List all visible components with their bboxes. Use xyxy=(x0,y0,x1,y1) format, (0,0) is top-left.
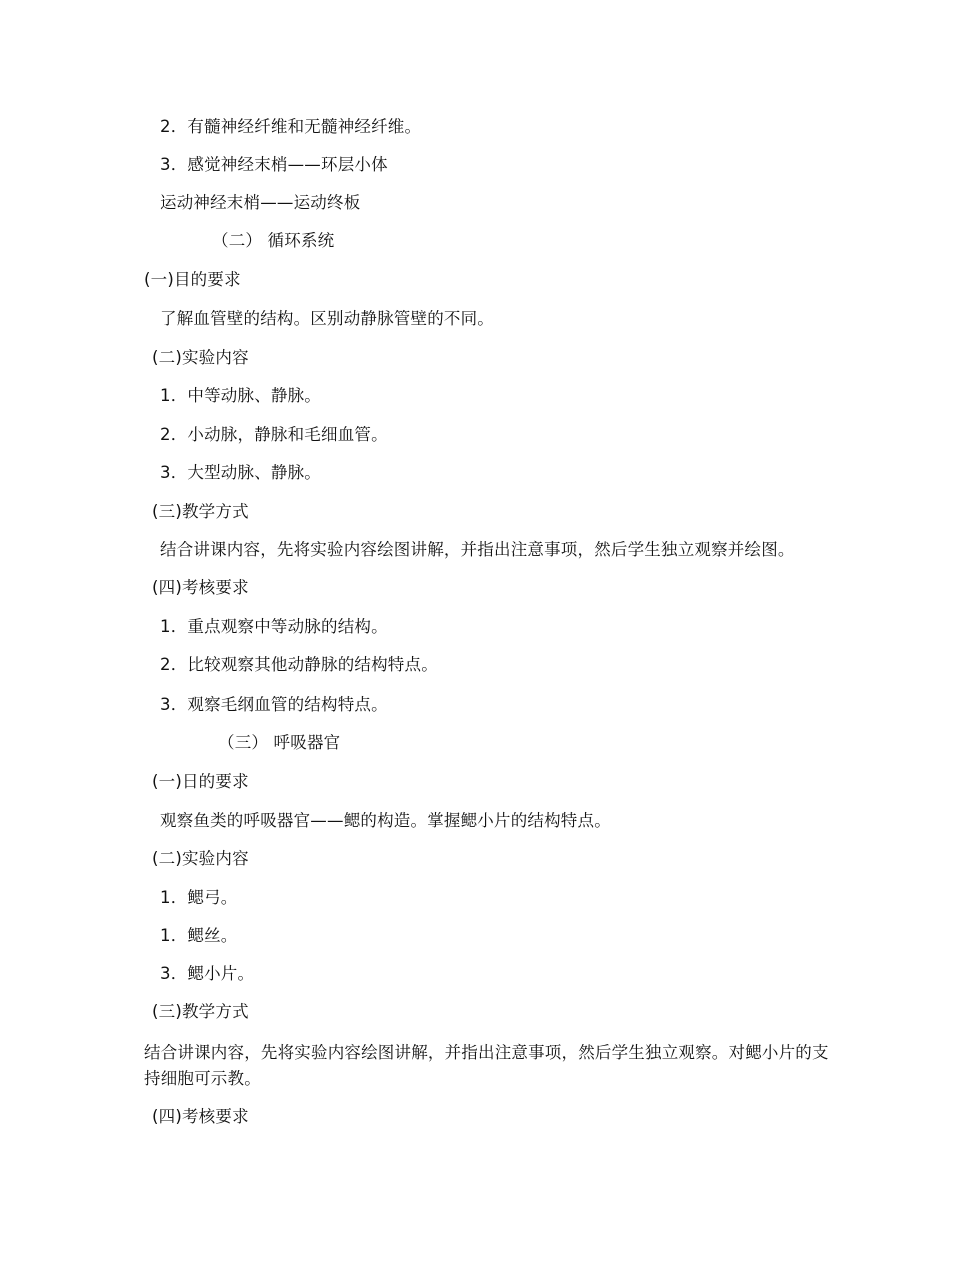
list-item: 1．中等动脉、静脉。 xyxy=(160,386,321,405)
subsection-heading: (一)日的要求 xyxy=(152,772,249,791)
section-heading: （二） 循环系统 xyxy=(212,231,335,250)
subsection-heading: (二)实验内容 xyxy=(152,348,249,367)
text-line: 3．感觉神经末梢——环层小体 xyxy=(160,155,388,174)
subsection-heading: (四)考核要求 xyxy=(152,1107,249,1126)
list-item: 2．小动脉，静脉和毛细血管。 xyxy=(160,425,388,444)
list-item: 3．大型动脉、静脉。 xyxy=(160,463,321,482)
text-line: 观察鱼类的呼吸器官——鳃的构造。掌握鳃小片的结构特点。 xyxy=(160,811,611,830)
text-line: 2．有髓神经纤维和无髓神经纤维。 xyxy=(160,117,422,136)
subsection-heading: (二)实验内容 xyxy=(152,849,249,868)
text-line: 了解血管壁的结构。区别动静脉管壁的不同。 xyxy=(160,309,494,328)
list-item: 2．比较观察其他动静脉的结构特点。 xyxy=(160,655,438,674)
subsection-heading: (三)教学方式 xyxy=(152,502,249,521)
text-line: 运动神经末梢——运动终板 xyxy=(160,193,361,212)
list-item: 1．鳃弓。 xyxy=(160,888,238,907)
list-item: 1．重点观察中等动脉的结构。 xyxy=(160,617,388,636)
text-line: 结合讲课内容，先将实验内容绘图讲解，并指出注意事项，然后学生独立观察并绘图。 xyxy=(160,540,795,559)
subsection-heading: (一)目的要求 xyxy=(144,270,241,289)
subsection-heading: (三)教学方式 xyxy=(152,1002,249,1021)
subsection-heading: (四)考核要求 xyxy=(152,578,249,597)
list-item: 3．鳃小片。 xyxy=(160,964,255,983)
paragraph: 结合讲课内容，先将实验内容绘图讲解，并指出注意事项，然后学生独立观察。对鳃小片的支持细胞可示教。 xyxy=(144,1043,829,1088)
section-heading: （三） 呼吸器官 xyxy=(218,733,341,752)
list-item: 1．鳃丝。 xyxy=(160,926,238,945)
list-item: 3．观察毛纲血管的结构特点。 xyxy=(160,695,388,714)
